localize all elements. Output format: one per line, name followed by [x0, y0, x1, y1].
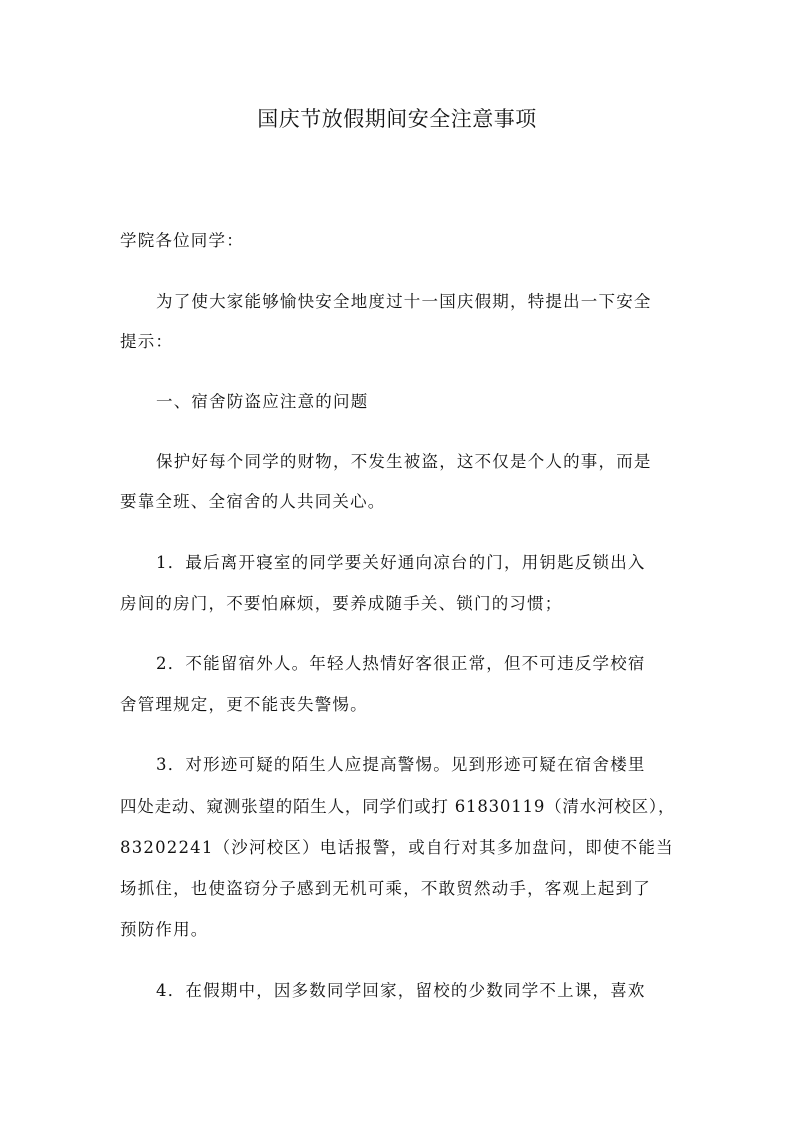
intro-line-1: 为了使大家能够愉快安全地度过十一国庆假期，特提出一下安全 [156, 292, 652, 311]
salutation: 学院各位同学： [120, 231, 244, 250]
paragraph-line-1: 保护好每个同学的财物，不发生被盗，这不仅是个人的事，而是 [156, 452, 652, 471]
item3-line-2: 四处走动、窥测张望的陌生人，同学们或打 61830119（清水河校区）， [120, 797, 676, 816]
item3-line-1: 3．对形迹可疑的陌生人应提高警惕。见到形迹可疑在宿舍楼里 [156, 755, 646, 774]
item3-line-4: 场抓住，也使盗窃分子感到无机可乘，不敢贸然动手，客观上起到了 [120, 879, 651, 898]
item2-line-2: 舍管理规定，更不能丧失警惕。 [120, 695, 368, 714]
item2-line-1: 2．不能留宿外人。年轻人热情好客很正常，但不可违反学校宿 [156, 654, 646, 673]
item1-line-2: 房间的房门，不要怕麻烦，要养成随手关、锁门的习惯； [120, 594, 563, 613]
item3-line-3: 83202241（沙河校区）电话报警，或自行对其多加盘问，即使不能当 [120, 838, 674, 857]
item1-line-1: 1．最后离开寝室的同学要关好通向凉台的门，用钥匙反锁出入 [156, 553, 646, 572]
item4-line-1: 4．在假期中，因多数同学回家，留校的少数同学不上课，喜欢 [156, 981, 646, 1000]
page-title: 国庆节放假期间安全注意事项 [257, 107, 537, 131]
section-heading: 一、宿舍防盗应注意的问题 [156, 392, 369, 411]
paragraph-line-2: 要靠全班、全宿舍的人共同关心。 [120, 492, 386, 511]
item3-line-5: 预防作用。 [120, 920, 209, 939]
intro-line-2: 提示： [120, 332, 174, 351]
